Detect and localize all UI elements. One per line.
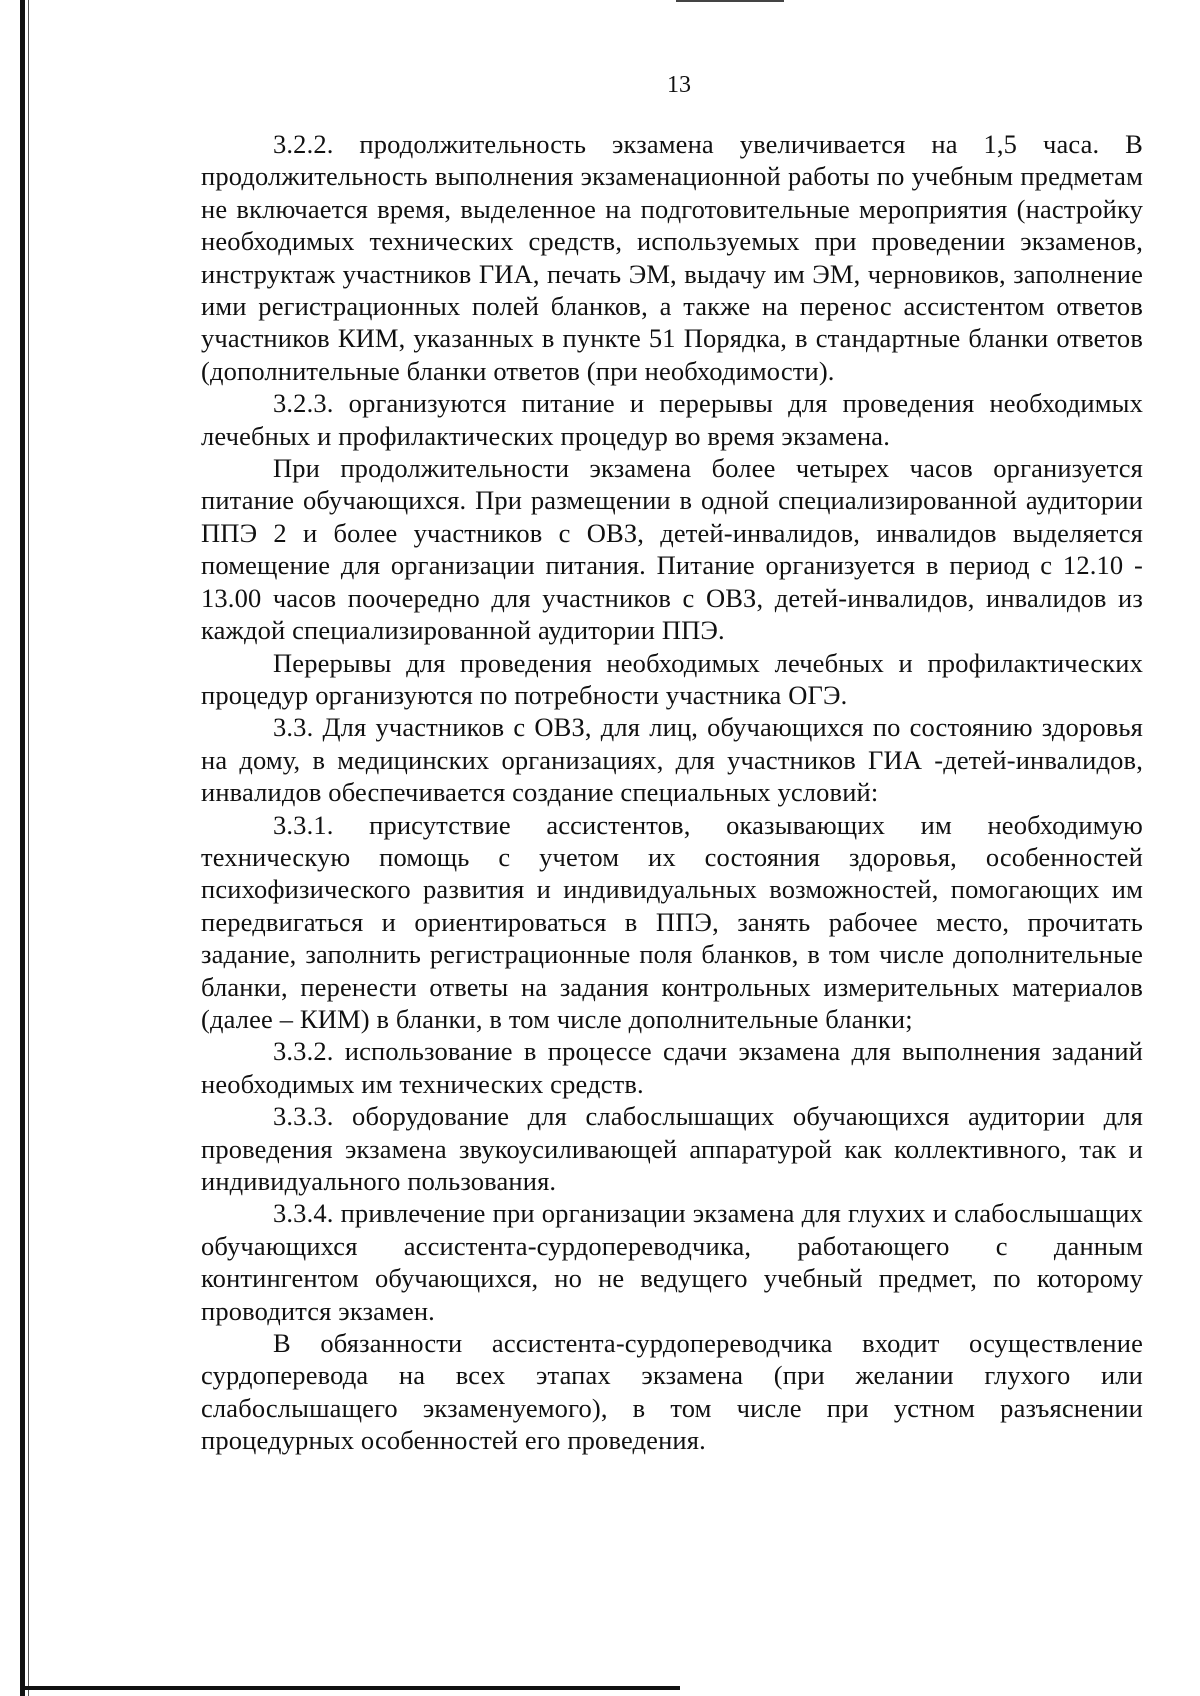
paragraph-3-2-2: 3.2.2. продолжительность экзамена увеличивается на 1,5 часа. В продолжительность выполнения экзаменационной работы по учебным предметам не включается время, выделенное на подготовительные мероприятия (настройку необходимых технических средств, используемых при проведении экзаменов, инструктаж участников ГИА, печать ЭМ, выдачу им ЭМ, черновиков, заполнение ими регистрационных полей бланков, а также на перенос ассистентом ответов участников КИМ, указанных в пункте 51 Порядка, в стандартные бланки ответов (дополнительные бланки ответов (при необходимости). bbox=[201, 129, 1143, 386]
page-number: 13 bbox=[667, 72, 691, 98]
scan-border-bottom bbox=[20, 1686, 680, 1690]
paragraph-sign-interpreter-duties: В обязанности ассистента-сурдопереводчика входит осуществление сурдоперевода на всех этапах экзамена (при желании глухого или слабослышащего экзаменуемого), в том числе при устном разъяснении процедурных особенностей его проведения. bbox=[201, 1328, 1143, 1456]
paragraph-breaks: Перерывы для проведения необходимых лечебных и профилактических процедур организуются по потребности участника ОГЭ. bbox=[201, 647, 1143, 710]
paragraph-3-3-1: 3.3.1. присутствие ассистентов, оказывающих им необходимую техническую помощь с учетом их состояния здоровья, особенностей психофизического развития и индивидуальных возможностей, помогающих им передвигаться и ориентироваться в ППЭ, занять рабочее место, прочитать задание, заполнить регистрационные поля бланков, в том числе дополнительные бланки, перенести ответы на задания контрольных измерительных материалов (далее – КИМ) в бланки, в том числе дополнительные бланки; bbox=[201, 809, 1143, 1034]
paragraph-3-3: 3.3. Для участников с ОВЗ, для лиц, обучающихся по состоянию здоровья на дому, в медицинских организациях, для участников ГИА -детей-инвалидов, инвалидов обеспечивается создание специальных условий: bbox=[201, 712, 1143, 808]
paragraph-3-3-2: 3.3.2. использование в процессе сдачи экзамена для выполнения заданий необходимых им технических средств. bbox=[201, 1036, 1143, 1099]
scan-border-left-inner bbox=[28, 0, 29, 1696]
scan-mark-top bbox=[676, 0, 784, 2]
paragraph-3-2-3: 3.2.3. организуются питание и перерывы для проведения необходимых лечебных и профилактических процедур во время экзамена. bbox=[201, 388, 1143, 451]
paragraph-3-3-4: 3.3.4. привлечение при организации экзамена для глухих и слабослышащих обучающихся ассистента-сурдопереводчика, работающего с данным контингентом обучающихся, но не ведущего учебный предмет, по которому проводится экзамен. bbox=[201, 1198, 1143, 1326]
paragraph-meals: При продолжительности экзамена более четырех часов организуется питание обучающихся. При размещении в одной специализированной аудитории ППЭ 2 и более участников с ОВЗ, детей-инвалидов, инвалидов выделяется помещение для организации питания. Питание организуется в период с 12.10 - 13.00 часов поочередно для участников с ОВЗ, детей-инвалидов, инвалидов из каждой специализированной аудитории ППЭ. bbox=[201, 453, 1143, 646]
document-body bbox=[201, 128, 1143, 1457]
scan-border-left bbox=[20, 0, 25, 1696]
paragraph-3-3-3: 3.3.3. оборудование для слабослышащих обучающихся аудитории для проведения экзамена звукоусиливающей аппаратурой как коллективного, так и индивидуального пользования. bbox=[201, 1101, 1143, 1196]
